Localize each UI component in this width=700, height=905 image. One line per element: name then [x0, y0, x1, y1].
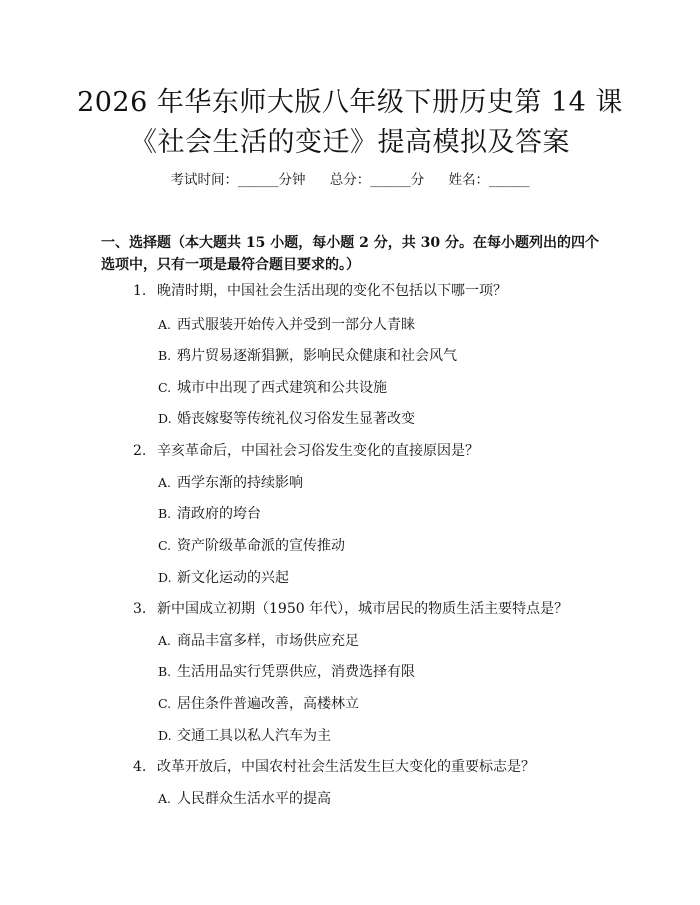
option-letter: D. — [158, 570, 172, 585]
option-1b — [158, 346, 457, 366]
question-number: 4. — [133, 759, 147, 775]
question-text: 改革开放后，中国农村社会生活发生巨大变化的重要标志是？ — [157, 759, 535, 775]
exam-meta-row — [0, 168, 700, 188]
option-3a — [158, 631, 359, 651]
option-letter: D. — [158, 411, 172, 426]
option-letter: A. — [158, 791, 172, 806]
option-text: 生活用品实行凭票供应，消费选择有限 — [177, 664, 415, 680]
option-letter: A. — [158, 317, 172, 332]
option-letter: C. — [158, 538, 172, 553]
option-letter: B. — [158, 664, 172, 679]
option-2d — [158, 568, 289, 588]
option-3c — [158, 694, 359, 714]
option-letter: A. — [158, 633, 172, 648]
total-score-field: 总分：______分 — [329, 172, 425, 188]
question-text: 晚清时期，中国社会生活出现的变化不包括以下哪一项？ — [157, 283, 507, 299]
option-text: 新文化运动的兴起 — [177, 570, 289, 586]
question-number: 1. — [133, 283, 147, 299]
option-letter: A. — [158, 475, 172, 490]
student-name-field: 姓名：______ — [448, 172, 530, 188]
option-text: 商品丰富多样，市场供应充足 — [177, 633, 359, 649]
option-text: 居住条件普遍改善，高楼林立 — [177, 696, 359, 712]
question-text: 新中国成立初期（1950 年代），城市居民的物质生活主要特点是？ — [157, 601, 569, 617]
option-text: 人民群众生活水平的提高 — [177, 791, 331, 807]
option-text: 清政府的垮台 — [177, 506, 261, 522]
question-text: 辛亥革命后，中国社会习俗发生变化的直接原因是？ — [157, 443, 479, 459]
option-text: 婚丧嫁娶等传统礼仪习俗发生显著改变 — [177, 411, 415, 427]
question-1 — [133, 281, 507, 301]
option-text: 西式服装开始传入并受到一部分人青睐 — [177, 317, 415, 333]
option-text: 西学东渐的持续影响 — [177, 475, 303, 491]
option-2a — [158, 473, 303, 493]
exam-time-field: 考试时间：______分钟 — [170, 172, 306, 188]
question-4 — [133, 757, 535, 777]
question-2 — [133, 441, 479, 461]
document-title-line-1: 2026 年华东师大版八年级下册历史第 14 课 — [77, 87, 623, 118]
option-letter: B. — [158, 506, 172, 521]
question-number: 3. — [133, 601, 147, 617]
option-2b — [158, 504, 261, 524]
question-3 — [133, 599, 568, 619]
question-number: 2. — [133, 443, 147, 459]
option-letter: B. — [158, 348, 172, 363]
option-text: 交通工具以私人汽车为主 — [177, 728, 331, 744]
option-letter: C. — [158, 696, 172, 711]
document-title-line-2: 《社会生活的变迁》提高模拟及答案 — [130, 127, 570, 158]
option-text: 资产阶级革命派的宣传推动 — [177, 538, 345, 554]
option-4a — [158, 789, 331, 809]
option-text: 城市中出现了西式建筑和公共设施 — [177, 380, 387, 396]
option-1c — [158, 378, 387, 398]
option-text: 鸦片贸易逐渐猖獗，影响民众健康和社会风气 — [177, 348, 457, 364]
option-3d — [158, 726, 331, 746]
section-heading: 一、选择题（本大题共 15 小题，每小题 2 分，共 30 分。在每小题列出的四个选项中，只有一项是最符合题目要求的。） — [101, 235, 599, 273]
option-1d — [158, 409, 415, 429]
option-3b — [158, 662, 415, 682]
option-letter: D. — [158, 728, 172, 743]
option-letter: C. — [158, 380, 172, 395]
option-2c — [158, 536, 345, 556]
option-1a — [158, 315, 415, 335]
